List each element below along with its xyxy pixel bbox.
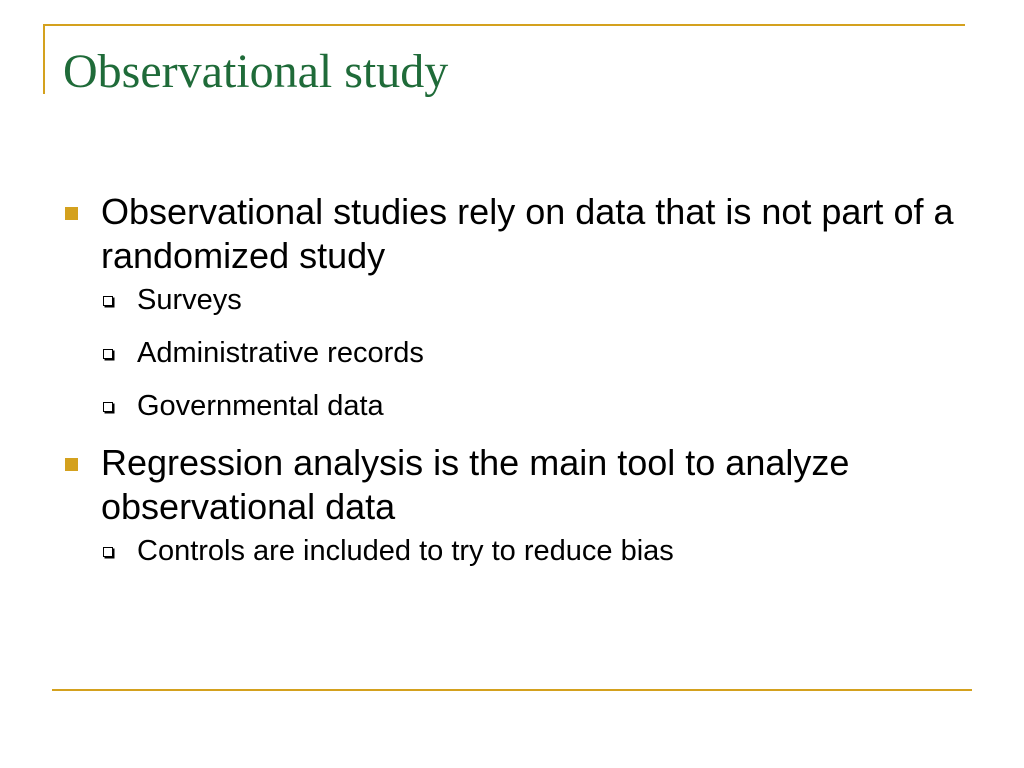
slide-content	[60, 190, 960, 586]
sub-bullet-text: Governmental data	[137, 390, 384, 422]
hollow-square-bullet-icon	[103, 402, 113, 412]
top-accent-line	[43, 24, 965, 26]
bullet-observational-studies	[60, 190, 960, 424]
sub-bullet-list	[101, 533, 960, 569]
sub-bullet-text: Administrative records	[137, 337, 424, 369]
square-bullet-icon	[65, 458, 78, 471]
sub-bullet-governmental-data	[101, 388, 960, 424]
hollow-square-bullet-icon	[103, 349, 113, 359]
bullet-text: Regression analysis is the main tool to analyze observational data	[101, 442, 850, 527]
bullet-regression-analysis	[60, 441, 960, 569]
hollow-square-bullet-icon	[103, 296, 113, 306]
sub-bullet-list	[101, 282, 960, 424]
sub-bullet-text: Controls are included to try to reduce bias	[137, 535, 674, 567]
sub-bullet-controls	[101, 533, 960, 569]
square-bullet-icon	[65, 207, 78, 220]
bottom-accent-line	[52, 689, 972, 691]
sub-bullet-text: Surveys	[137, 284, 242, 316]
slide-title: Observational study	[63, 45, 449, 98]
sub-bullet-administrative-records	[101, 335, 960, 371]
sub-bullet-surveys	[101, 282, 960, 318]
bullet-text: Observational studies rely on data that is not part of a randomized study	[101, 191, 954, 276]
left-accent-line	[43, 24, 45, 94]
hollow-square-bullet-icon	[103, 547, 113, 557]
